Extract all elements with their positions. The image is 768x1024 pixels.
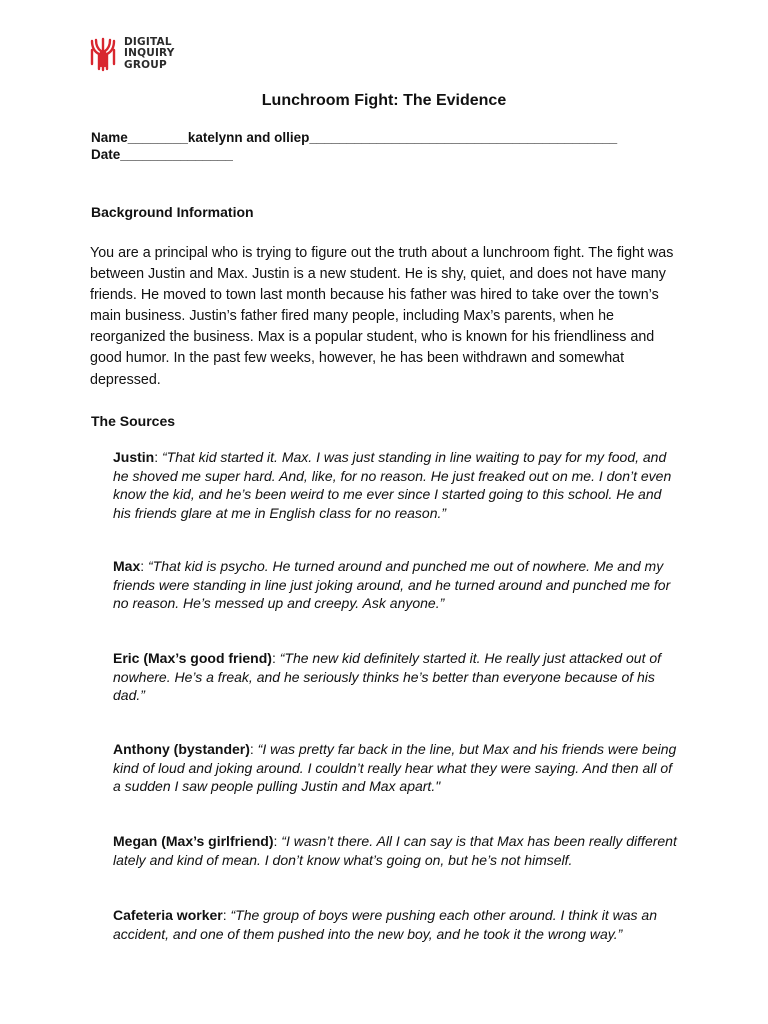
date-field: Date_______________ — [91, 147, 233, 162]
logo — [89, 36, 175, 72]
source-quote: “That kid is psycho. He turned around and punched me out of nowhere. Me and my friends were standing in line just joking around, and he turned around and punched me for no reason. He’s messed up and creepy. Ask anyone.” — [113, 558, 671, 611]
source-anthony — [113, 740, 683, 796]
background-heading: Background Information — [91, 204, 254, 220]
source-separator: : — [249, 741, 258, 757]
source-eric — [113, 649, 683, 705]
source-separator: : — [271, 650, 280, 666]
source-quote: “I wasn’t there. All I can say is that Max has been really different lately and kind of mean. I don’t know what’s going on, but he’s not himself. — [113, 833, 677, 868]
source-quote: “The new kid definitely started it. He really just attacked out of nowhere. He’s a freak, and he seriously thinks he’s better than everyone because of his dad.” — [113, 650, 662, 703]
source-speaker: Megan (Max’s girlfriend) — [113, 833, 274, 849]
source-justin — [113, 448, 683, 522]
page-title: Lunchroom Fight: The Evidence — [261, 92, 507, 109]
logo-line-3: GROUP — [124, 58, 167, 71]
source-separator: : — [140, 558, 149, 574]
source-speaker: Cafeteria worker — [113, 907, 223, 923]
source-quote: “I was pretty far back in the line, but Max and his friends were being kind of loud and joking around. I couldn’t really hear what they were saying. And then all of a sudden I saw people pulling Justin and Max apart." — [113, 741, 677, 794]
logo-line-2: INQUIRY — [124, 47, 175, 60]
source-separator: : — [222, 907, 231, 923]
name-field: Name________katelynn and olliep_________________________________________ — [91, 130, 618, 145]
source-speaker: Max — [113, 558, 141, 574]
source-megan — [113, 832, 683, 869]
background-paragraph: You are a principal who is trying to figure out the truth about a lunchroom fight. The fight was between Justin and Max. Justin is a new student. He is shy, quiet, and does not have many friends. He moved to town last month because his father was hired to take over the town’s main business. Justin’s father fired many people, including Max’s parents, when he reorganized the business. Max is a popular student, who is known for his friendliness and good humor. In the past few weeks, however, he has been withdrawn and somewhat depressed. — [90, 245, 674, 388]
source-speaker: Justin — [113, 449, 155, 465]
digital-inquiry-group-logo-icon — [89, 36, 117, 72]
source-quote: “The group of boys were pushing each other around. I think it was an accident, and one of them pushed into the new boy, and he took it the wrong way.” — [113, 907, 657, 942]
source-max — [113, 557, 683, 613]
sources-heading: The Sources — [91, 413, 176, 429]
logo-line-1: DIGITAL — [124, 35, 172, 48]
logo-wordmark — [124, 37, 175, 72]
source-separator: : — [273, 833, 282, 849]
source-speaker: Anthony (bystander) — [113, 741, 250, 757]
source-quote: “That kid started it. Max. I was just standing in line waiting to pay for my food, and he shoved me super hard. And, like, for no reason. He just freaked out on me. I don’t even know the kid, and he’s been weird to me ever since I started going to this school. He and his friends glare at me in English class for no reason.” — [113, 449, 672, 521]
source-cafeteria-worker — [113, 906, 683, 943]
source-separator: : — [154, 449, 163, 465]
source-speaker: Eric (Max’s good friend) — [113, 650, 272, 666]
